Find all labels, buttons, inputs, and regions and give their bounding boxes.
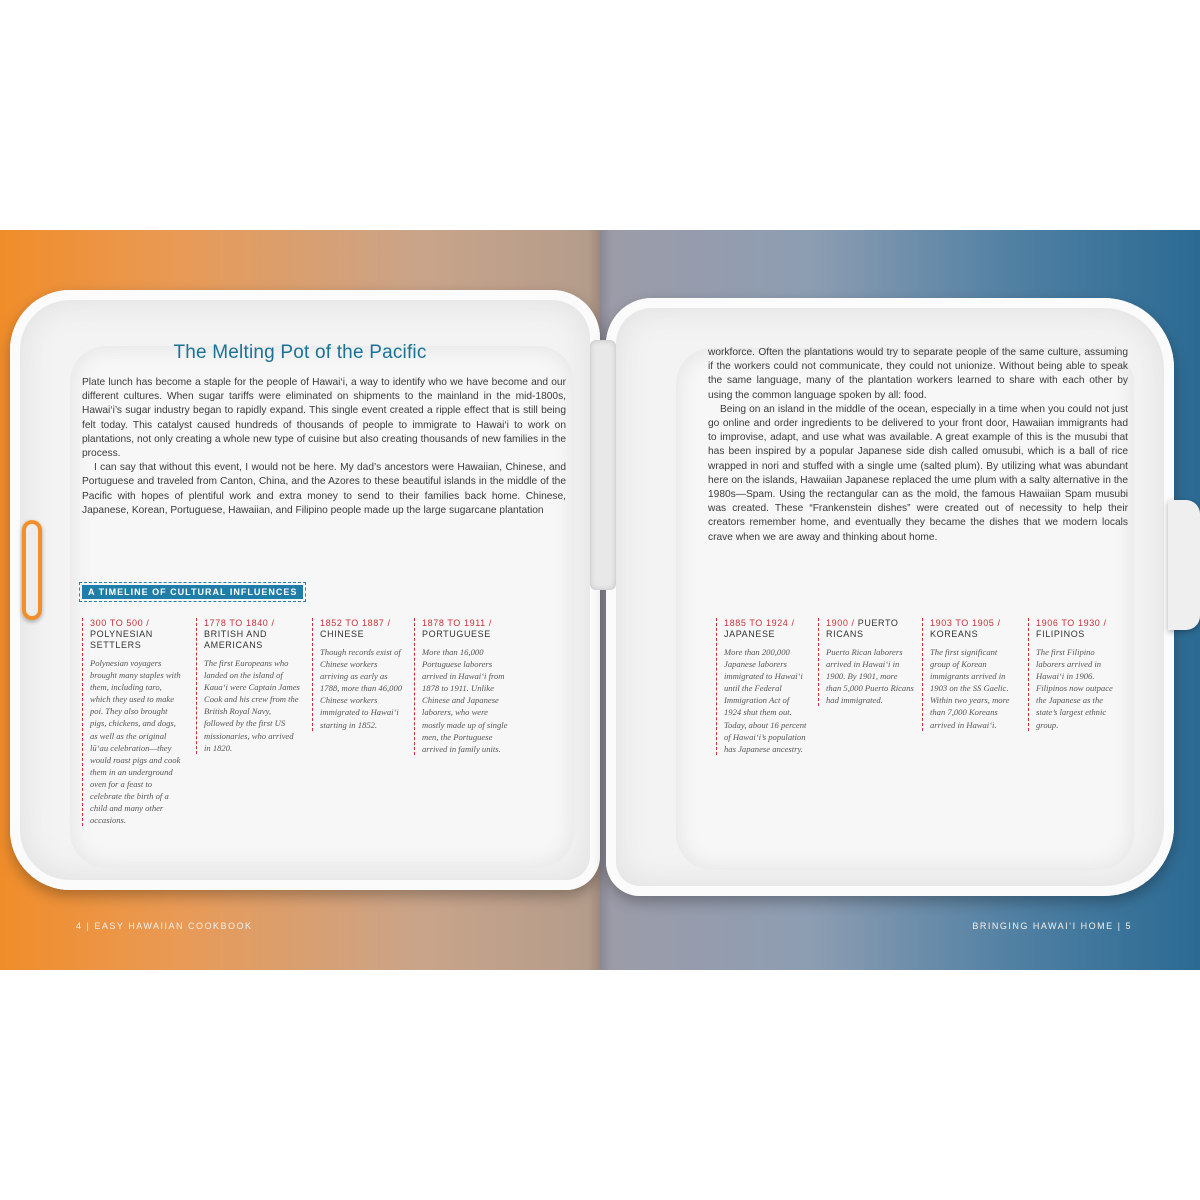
timeline-description: Though records exist of Chinese workers arriving as early as 1788, more than 46,000 Chinese workers immigrated to Hawai‘i starting in 1852. xyxy=(320,647,403,730)
timeline-group: JAPANESE xyxy=(724,629,776,639)
left-body-text xyxy=(82,376,566,518)
timeline-date: 1903 TO 1905 / xyxy=(930,618,1001,628)
timeline-entry xyxy=(1028,618,1122,731)
timeline-description: Puerto Rican laborers arrived in Hawai‘i in 1900. By 1901, more than 5,000 Puerto Ricans had immigrated. xyxy=(826,647,914,706)
timeline-entry xyxy=(414,618,510,755)
timeline-description: Polynesian voyagers brought many staples with them, including taro, which they used to make poi. They also brought pigs, chickens, and dogs, as well as the original lū‘au celebration—they would roast pigs and cook them in an underground oven for a feast to celebrate the birth of a child and many other occasions. xyxy=(90,658,181,826)
timeline-group: PORTUGUESE xyxy=(422,629,491,639)
left-folio: 4 | EASY HAWAIIAN COOKBOOK xyxy=(76,921,253,931)
paragraph: I can say that without this event, I would not be here. My dad’s ancestors were Hawaiian, Chinese, and Portuguese and traveled from Canton, China, and the Azores to these beautiful islands in the middle of the Pacific with hopes of plentiful work and extra money to send to their families back home. Chinese, Japanese, Korean, Portuguese, Hawaiian, and Filipino people made up the large sugarcane plantation xyxy=(82,462,566,516)
timeline-entry xyxy=(312,618,406,731)
timeline-entry xyxy=(82,618,182,826)
timeline-date: 1900 / xyxy=(826,618,855,628)
page-title: The Melting Pot of the Pacific xyxy=(173,342,427,363)
paragraph: Being on an island in the middle of the ocean, especially in a time when you could not just go online and order ingredients to be delivered to your front door, Hawaiian immigrants had to improvise, adapt, and use what was available. A great example of this is the musubi that has been inspired by a popular Japanese side dish called omusubi, which is a ball of rice wrapped in nori and stuffed with a single ume (salted plum). By utilizing what was abundant here on the islands, Hawaiian Japanese replaced the ume plum with a salty alternative in the 1980s—Spam. Using the rectangular can as the mold, the famous Hawaiian Spam musubi was created. These “Frankenstein dishes” were created out of necessity to help their creators remember home, and eventually they became the dishes that we modern locals crave when we are away and thinking about home. xyxy=(708,403,1128,543)
timeline-description: The first significant group of Korean immigrants arrived in 1903 on the SS Gaelic. Within two years, more than 7,000 Koreans arrived in Hawai‘i. xyxy=(930,647,1010,730)
timeline-entry xyxy=(922,618,1018,731)
timeline-entry xyxy=(196,618,300,754)
timeline-group: CHINESE xyxy=(320,629,365,639)
timeline-entry xyxy=(818,618,914,706)
timeline-banner: A TIMELINE OF CULTURAL INFLUENCES xyxy=(82,585,303,599)
right-folio: BRINGING HAWAI‘I HOME | 5 xyxy=(972,921,1132,931)
timeline-group: FILIPINOS xyxy=(1036,629,1085,639)
timeline-group: KOREANS xyxy=(930,629,979,639)
timeline-date: 1778 TO 1840 / xyxy=(204,618,275,628)
timeline-group: POLYNESIAN SETTLERS xyxy=(90,629,153,650)
timeline-description: The first Europeans who landed on the island of Kaua‘i were Captain James Cook and his crew from the British Royal Navy, followed by the first US missionaries, who arrived in 1820. xyxy=(204,658,300,753)
timeline-date: 1885 TO 1924 / xyxy=(724,618,795,628)
timeline-description: The first Filipino laborers arrived in Hawai‘i in 1906. Filipinos now outpace the Japanese as the state’s largest ethnic group. xyxy=(1036,647,1113,730)
paragraph: Plate lunch has become a staple for the people of Hawai‘i, a way to identify who we have become and our different cultures. When sugar tariffs were eliminated on shipments to the mainland in the mid-1800s, Hawai‘i’s sugar industry began to rapidly expand. This single event created a ripple effect that is still being felt today. This catalyst caused hundreds of thousands of people to immigrate to Hawai‘i to work on plantations, not only creating a whole new type of cuisine but also creating thousands of new families in the process. xyxy=(82,377,566,460)
timeline-group: PUERTO RICANS xyxy=(826,618,899,639)
timeline-group: BRITISH AND AMERICANS xyxy=(204,629,268,650)
timeline-date: 1852 TO 1887 / xyxy=(320,618,391,628)
timeline-date: 1906 TO 1930 / xyxy=(1036,618,1107,628)
right-body-text xyxy=(708,346,1128,545)
timeline-entry xyxy=(716,618,808,755)
timeline-description: More than 200,000 Japanese laborers immigrated to Hawai‘i until the Federal Immigration Act of 1924 shut them out. Today, about 16 percent of Hawai‘i’s population has Japanese ancestry. xyxy=(724,647,807,754)
timeline-date: 300 TO 500 / xyxy=(90,618,150,628)
paragraph: workforce. Often the plantations would try to separate people of the same culture, assuming if the workers could not communicate, they could not unionize. Without being able to speak the same language, many of the plantation workers learned to share with each other by using the common language spoken by all: food. xyxy=(708,347,1128,401)
timeline-date: 1878 TO 1911 / xyxy=(422,618,492,628)
timeline-description: More than 16,000 Portuguese laborers arrived in Hawai‘i from 1878 to 1911. Unlike Chinese and Japanese laborers, who were mostly made up of single men, the Portuguese arrived in family units. xyxy=(422,647,508,754)
